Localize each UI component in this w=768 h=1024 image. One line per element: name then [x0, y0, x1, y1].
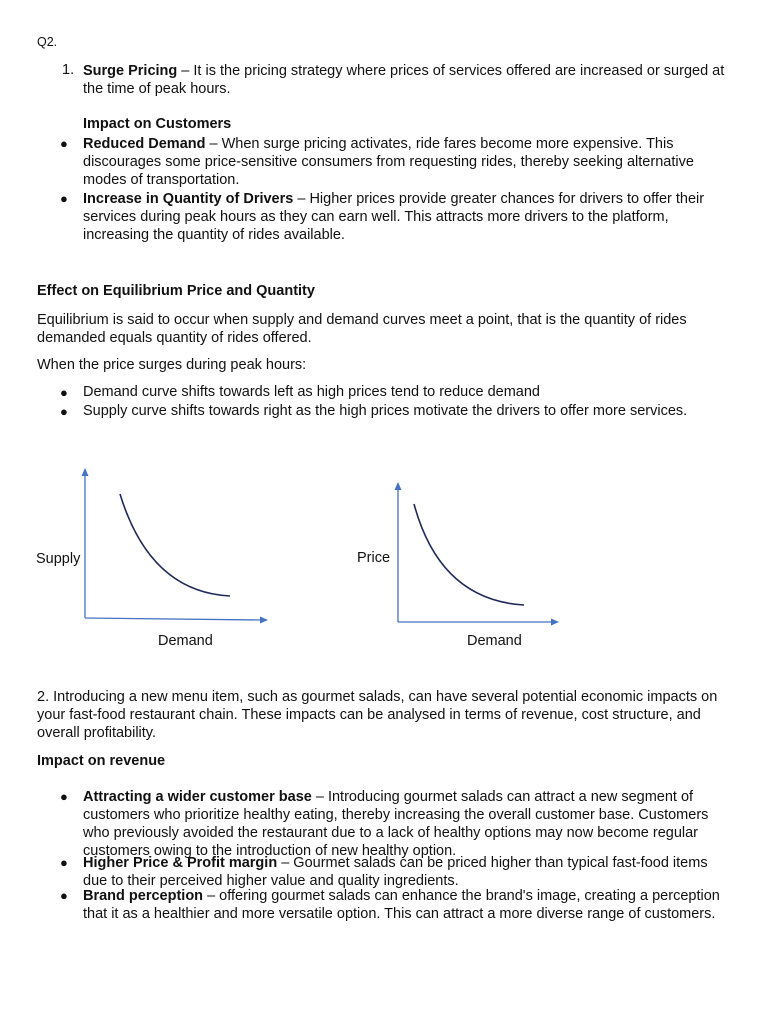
list-item	[83, 135, 733, 189]
impact-on-customers-heading: Impact on Customers	[83, 116, 232, 132]
list-item: Demand curve shifts towards left as high prices tend to reduce demand	[83, 384, 540, 400]
equilibrium-paragraph: Equilibrium is said to occur when supply and demand curves meet a point, that is the quantity of rides demanded equals quantity of rides offered.	[37, 312, 687, 346]
bullet-icon: ●	[60, 136, 68, 151]
bullet-icon: ●	[60, 855, 68, 870]
bullet-text: – When surge pricing activates, ride fares become more expensive. This discourages some price-sensitive consumers from requesting rides, thereby seeking alternative modes of transportation.	[83, 136, 694, 188]
list-item	[83, 788, 733, 860]
bullet-text: – Gourmet salads can be priced higher than typical fast-food items due to their perceived higher value and quality ingredients.	[83, 855, 708, 889]
x-axis-label: Demand	[158, 633, 213, 649]
bullet-term: Reduced Demand	[83, 136, 206, 152]
bullet-text: – offering gourmet salads can enhance the brand's image, creating a perception that it as a healthier and more versatile option. This can attract a more diverse range of customers.	[83, 888, 720, 922]
impact-on-revenue-heading: Impact on revenue	[37, 753, 166, 769]
x-axis-arrow-icon	[551, 619, 559, 626]
list-item: Supply curve shifts towards right as the high prices motivate the drivers to offer more services.	[83, 403, 688, 419]
bullet-icon: ●	[60, 789, 68, 804]
demand-curve	[414, 504, 524, 605]
y-axis-label: Price	[357, 550, 391, 566]
bullet-text: – Introducing gourmet salads can attract a new segment of customers who prioritize healthy eating, thereby increasing the overall customer base. Customers who previously avoided the restaurant due to a lack of healthy options may now become regular customers owing to the introduction of new healthy option.	[83, 789, 709, 859]
surge-pricing-definition	[83, 62, 733, 98]
y-axis-arrow-icon	[395, 482, 402, 490]
bullet-term: Higher Price & Profit margin	[83, 855, 278, 871]
bullet-term: Increase in Quantity of Drivers	[83, 191, 294, 207]
bullet-icon: ●	[60, 191, 68, 206]
surge-pricing-text: – It is the pricing strategy where prices of services offered are increased or surged at the time of peak hours.	[83, 63, 725, 97]
item-2-intro: 2. Introducing a new menu item, such as gourmet salads, can have several potential economic impacts on your fast-food restaurant chain. These impacts can be analysed in terms of revenue, cost structure, and overall profitability.	[37, 689, 718, 741]
list-item	[83, 190, 733, 244]
bullet-icon: ●	[60, 385, 68, 400]
list-item	[83, 854, 733, 890]
y-axis-label: Supply	[36, 551, 81, 567]
bullet-term: Brand perception	[83, 888, 204, 904]
price-demand-chart	[0, 460, 768, 660]
bullet-term: Attracting a wider customer base	[83, 789, 312, 805]
equilibrium-heading: Effect on Equilibrium Price and Quantity	[37, 283, 315, 299]
surge-pricing-term: Surge Pricing	[83, 63, 178, 79]
question-label: Q2.	[37, 35, 58, 49]
bullet-icon: ●	[60, 404, 68, 419]
bullet-icon: ●	[60, 888, 68, 903]
bullet-text: – Higher prices provide greater chances for drivers to offer their services during peak hours as they can earn well. This attracts more drivers to the platform, increasing the quantity of rides available.	[83, 191, 705, 243]
price-surge-intro: When the price surges during peak hours:	[37, 357, 307, 373]
list-item	[83, 887, 733, 923]
item-1-number: 1.	[62, 62, 75, 78]
x-axis-label: Demand	[467, 633, 522, 649]
